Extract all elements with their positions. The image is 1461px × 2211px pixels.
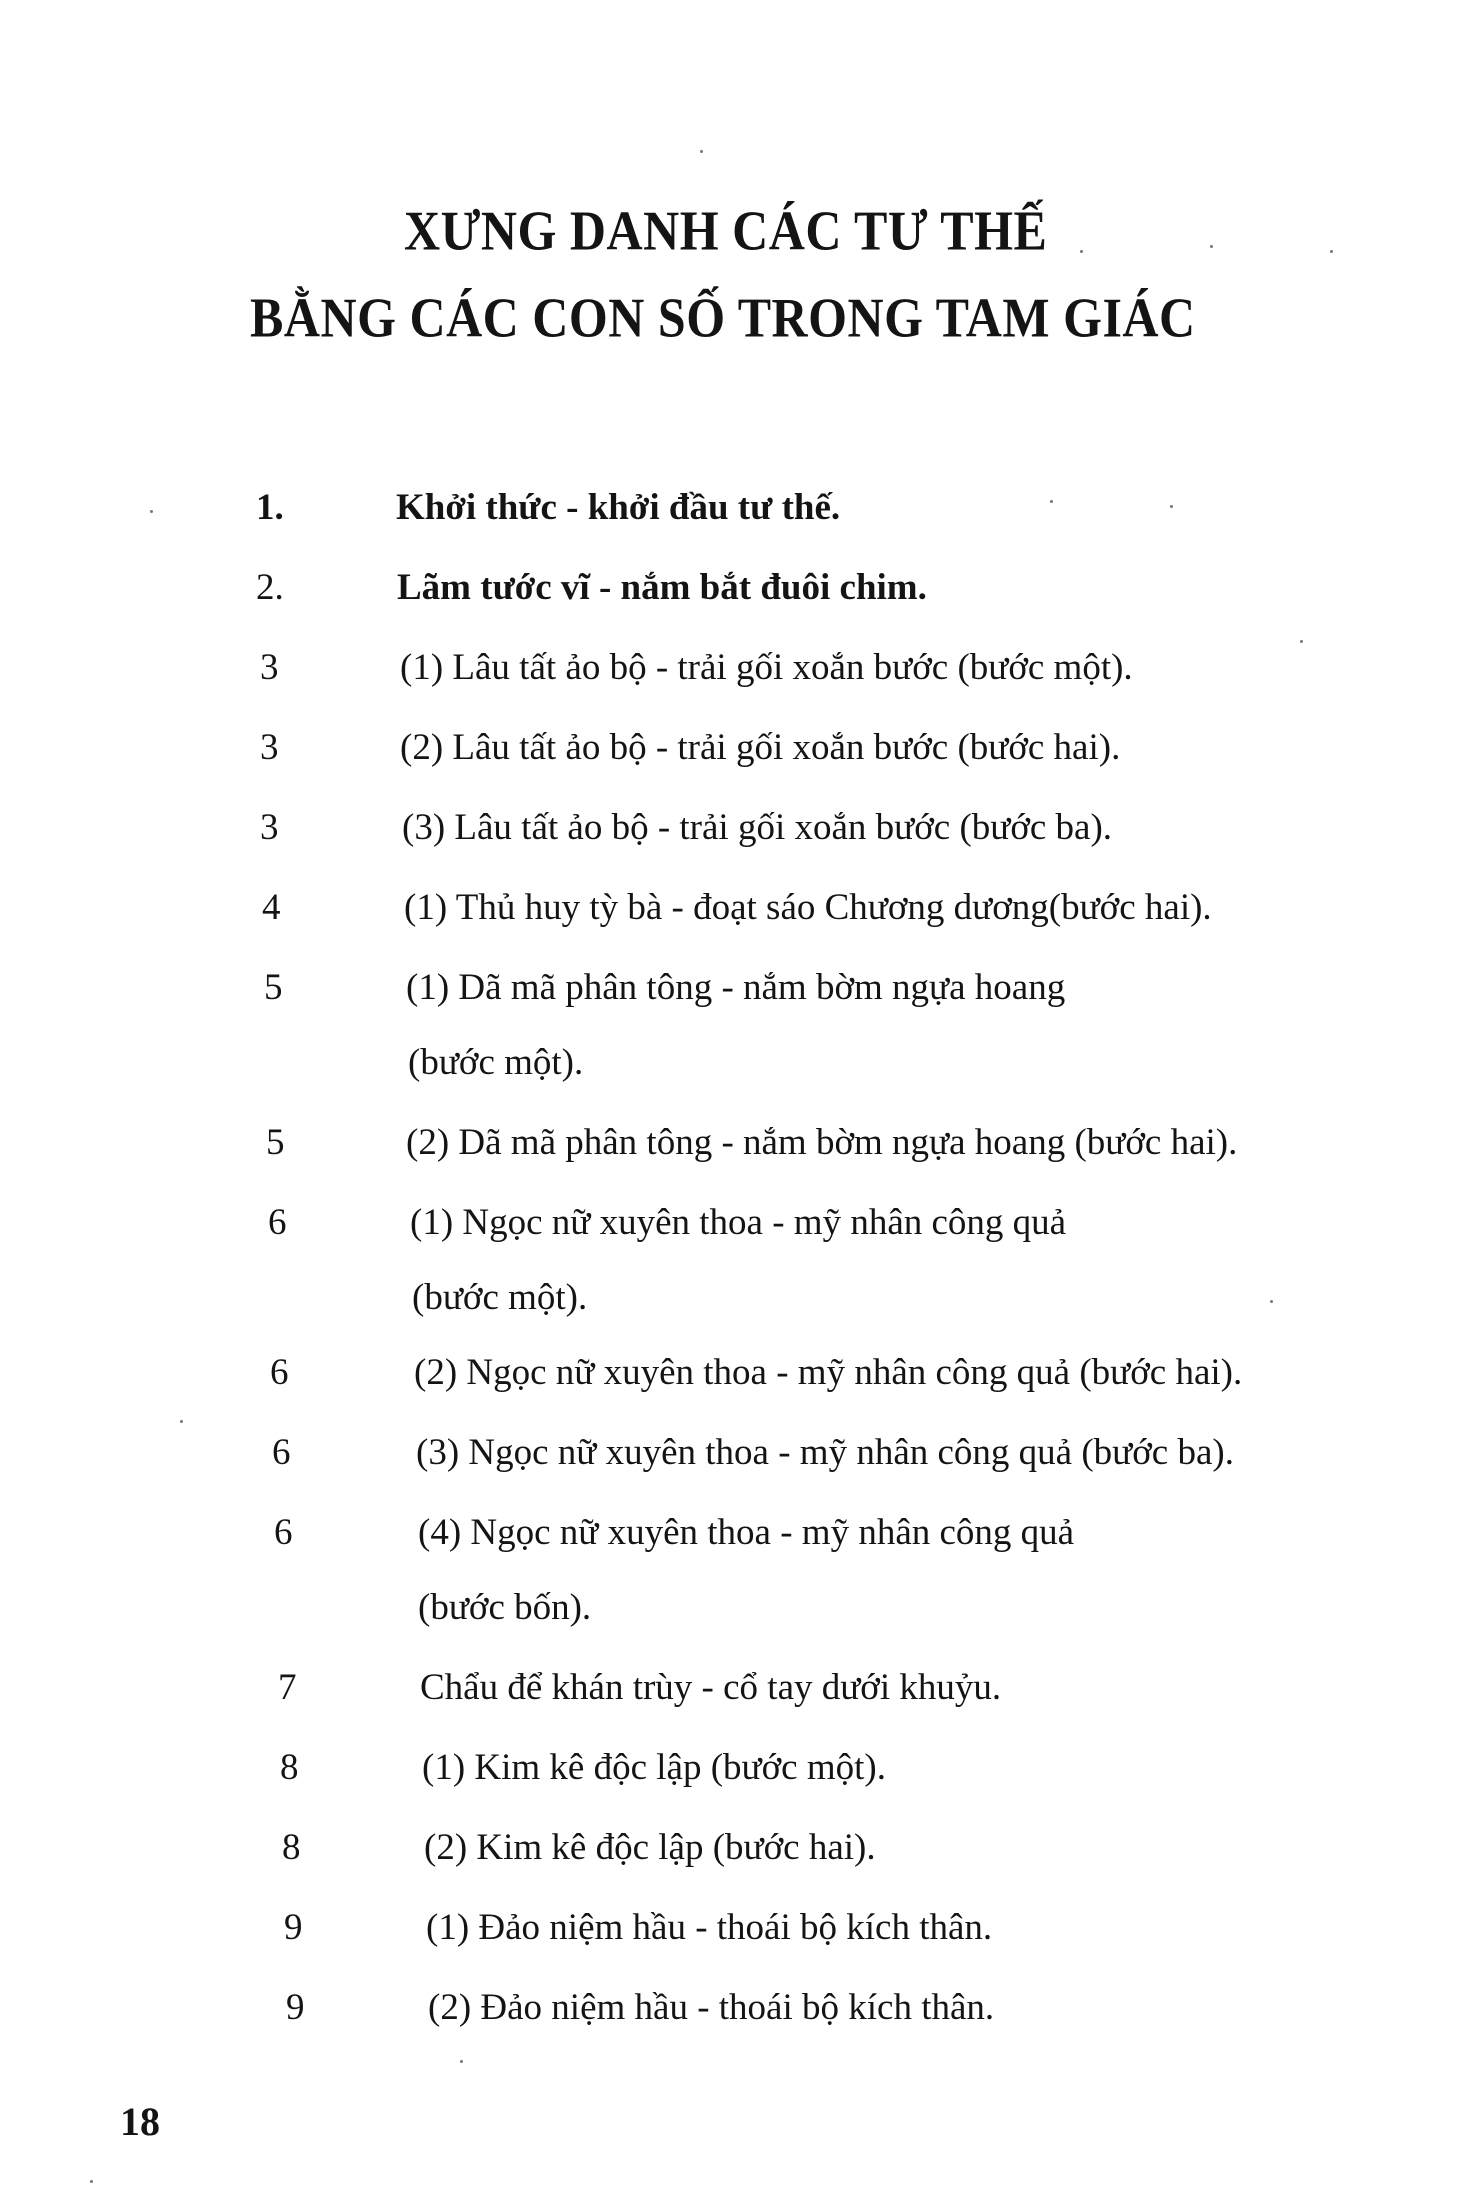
item-number: 9 — [286, 1987, 305, 2028]
page-number: 18 — [120, 2099, 160, 2144]
item-number: 8 — [280, 1747, 299, 1788]
item-number: 9 — [284, 1907, 303, 1948]
item-number: 3 — [260, 807, 279, 848]
item-text: (1) Kim kê độc lập (bước một). — [422, 1747, 886, 1788]
item-number: 3 — [260, 647, 279, 688]
item-text: (1) Thủ huy tỳ bà - đoạt sáo Chương dương(bước hai). — [404, 887, 1212, 928]
item-text: (1) Dã mã phân tông - nắm bờm ngựa hoang — [406, 967, 1066, 1008]
item-number: 6 — [270, 1352, 289, 1393]
item-text: (3) Ngọc nữ xuyên thoa - mỹ nhân công quả (bước ba). — [416, 1432, 1234, 1473]
item-number: 7 — [278, 1667, 297, 1708]
item-text-continuation: (bước bốn). — [418, 1587, 592, 1628]
item-text: Khởi thức - khởi đầu tư thế. — [396, 487, 841, 528]
item-text: (2) Kim kê độc lập (bước hai). — [424, 1827, 876, 1868]
item-text-continuation: (bước một). — [412, 1277, 588, 1318]
item-number: 1. — [256, 487, 284, 528]
item-number: 5 — [266, 1122, 285, 1163]
item-text: (3) Lâu tất ảo bộ - trải gối xoắn bước (bước ba). — [402, 807, 1113, 848]
page-title-line-1: XƯNG DANH CÁC TƯ THẾ — [404, 199, 1048, 262]
item-text: (2) Dã mã phân tông - nắm bờm ngựa hoang (bước hai). — [406, 1122, 1238, 1163]
item-text: (1) Lâu tất ảo bộ - trải gối xoắn bước (bước một). — [400, 647, 1133, 688]
item-text: (2) Lâu tất ảo bộ - trải gối xoắn bước (bước hai). — [400, 727, 1121, 768]
item-number: 2. — [256, 567, 284, 608]
item-text-continuation: (bước một). — [408, 1042, 584, 1083]
item-number: 6 — [268, 1202, 287, 1243]
item-number: 3 — [260, 727, 279, 768]
item-text: Chẩu để khán trùy - cổ tay dưới khuỷu. — [420, 1667, 1002, 1708]
item-text: (2) Đảo niệm hầu - thoái bộ kích thân. — [428, 1987, 995, 2028]
item-number: 8 — [282, 1827, 301, 1868]
item-number: 5 — [264, 967, 283, 1008]
item-text: (4) Ngọc nữ xuyên thoa - mỹ nhân công quả — [418, 1512, 1075, 1553]
page-title-line-2: BẰNG CÁC CON SỐ TRONG TAM GIÁC — [250, 286, 1196, 349]
item-text: (2) Ngọc nữ xuyên thoa - mỹ nhân công quả (bước hai). — [414, 1352, 1243, 1393]
item-number: 4 — [262, 887, 281, 928]
item-number: 6 — [272, 1432, 291, 1473]
item-text: Lãm tước vĩ - nắm bắt đuôi chim. — [397, 567, 927, 608]
item-number: 6 — [274, 1512, 293, 1553]
item-text: (1) Đảo niệm hầu - thoái bộ kích thân. — [426, 1907, 993, 1948]
item-text: (1) Ngọc nữ xuyên thoa - mỹ nhân công quả — [410, 1202, 1067, 1243]
